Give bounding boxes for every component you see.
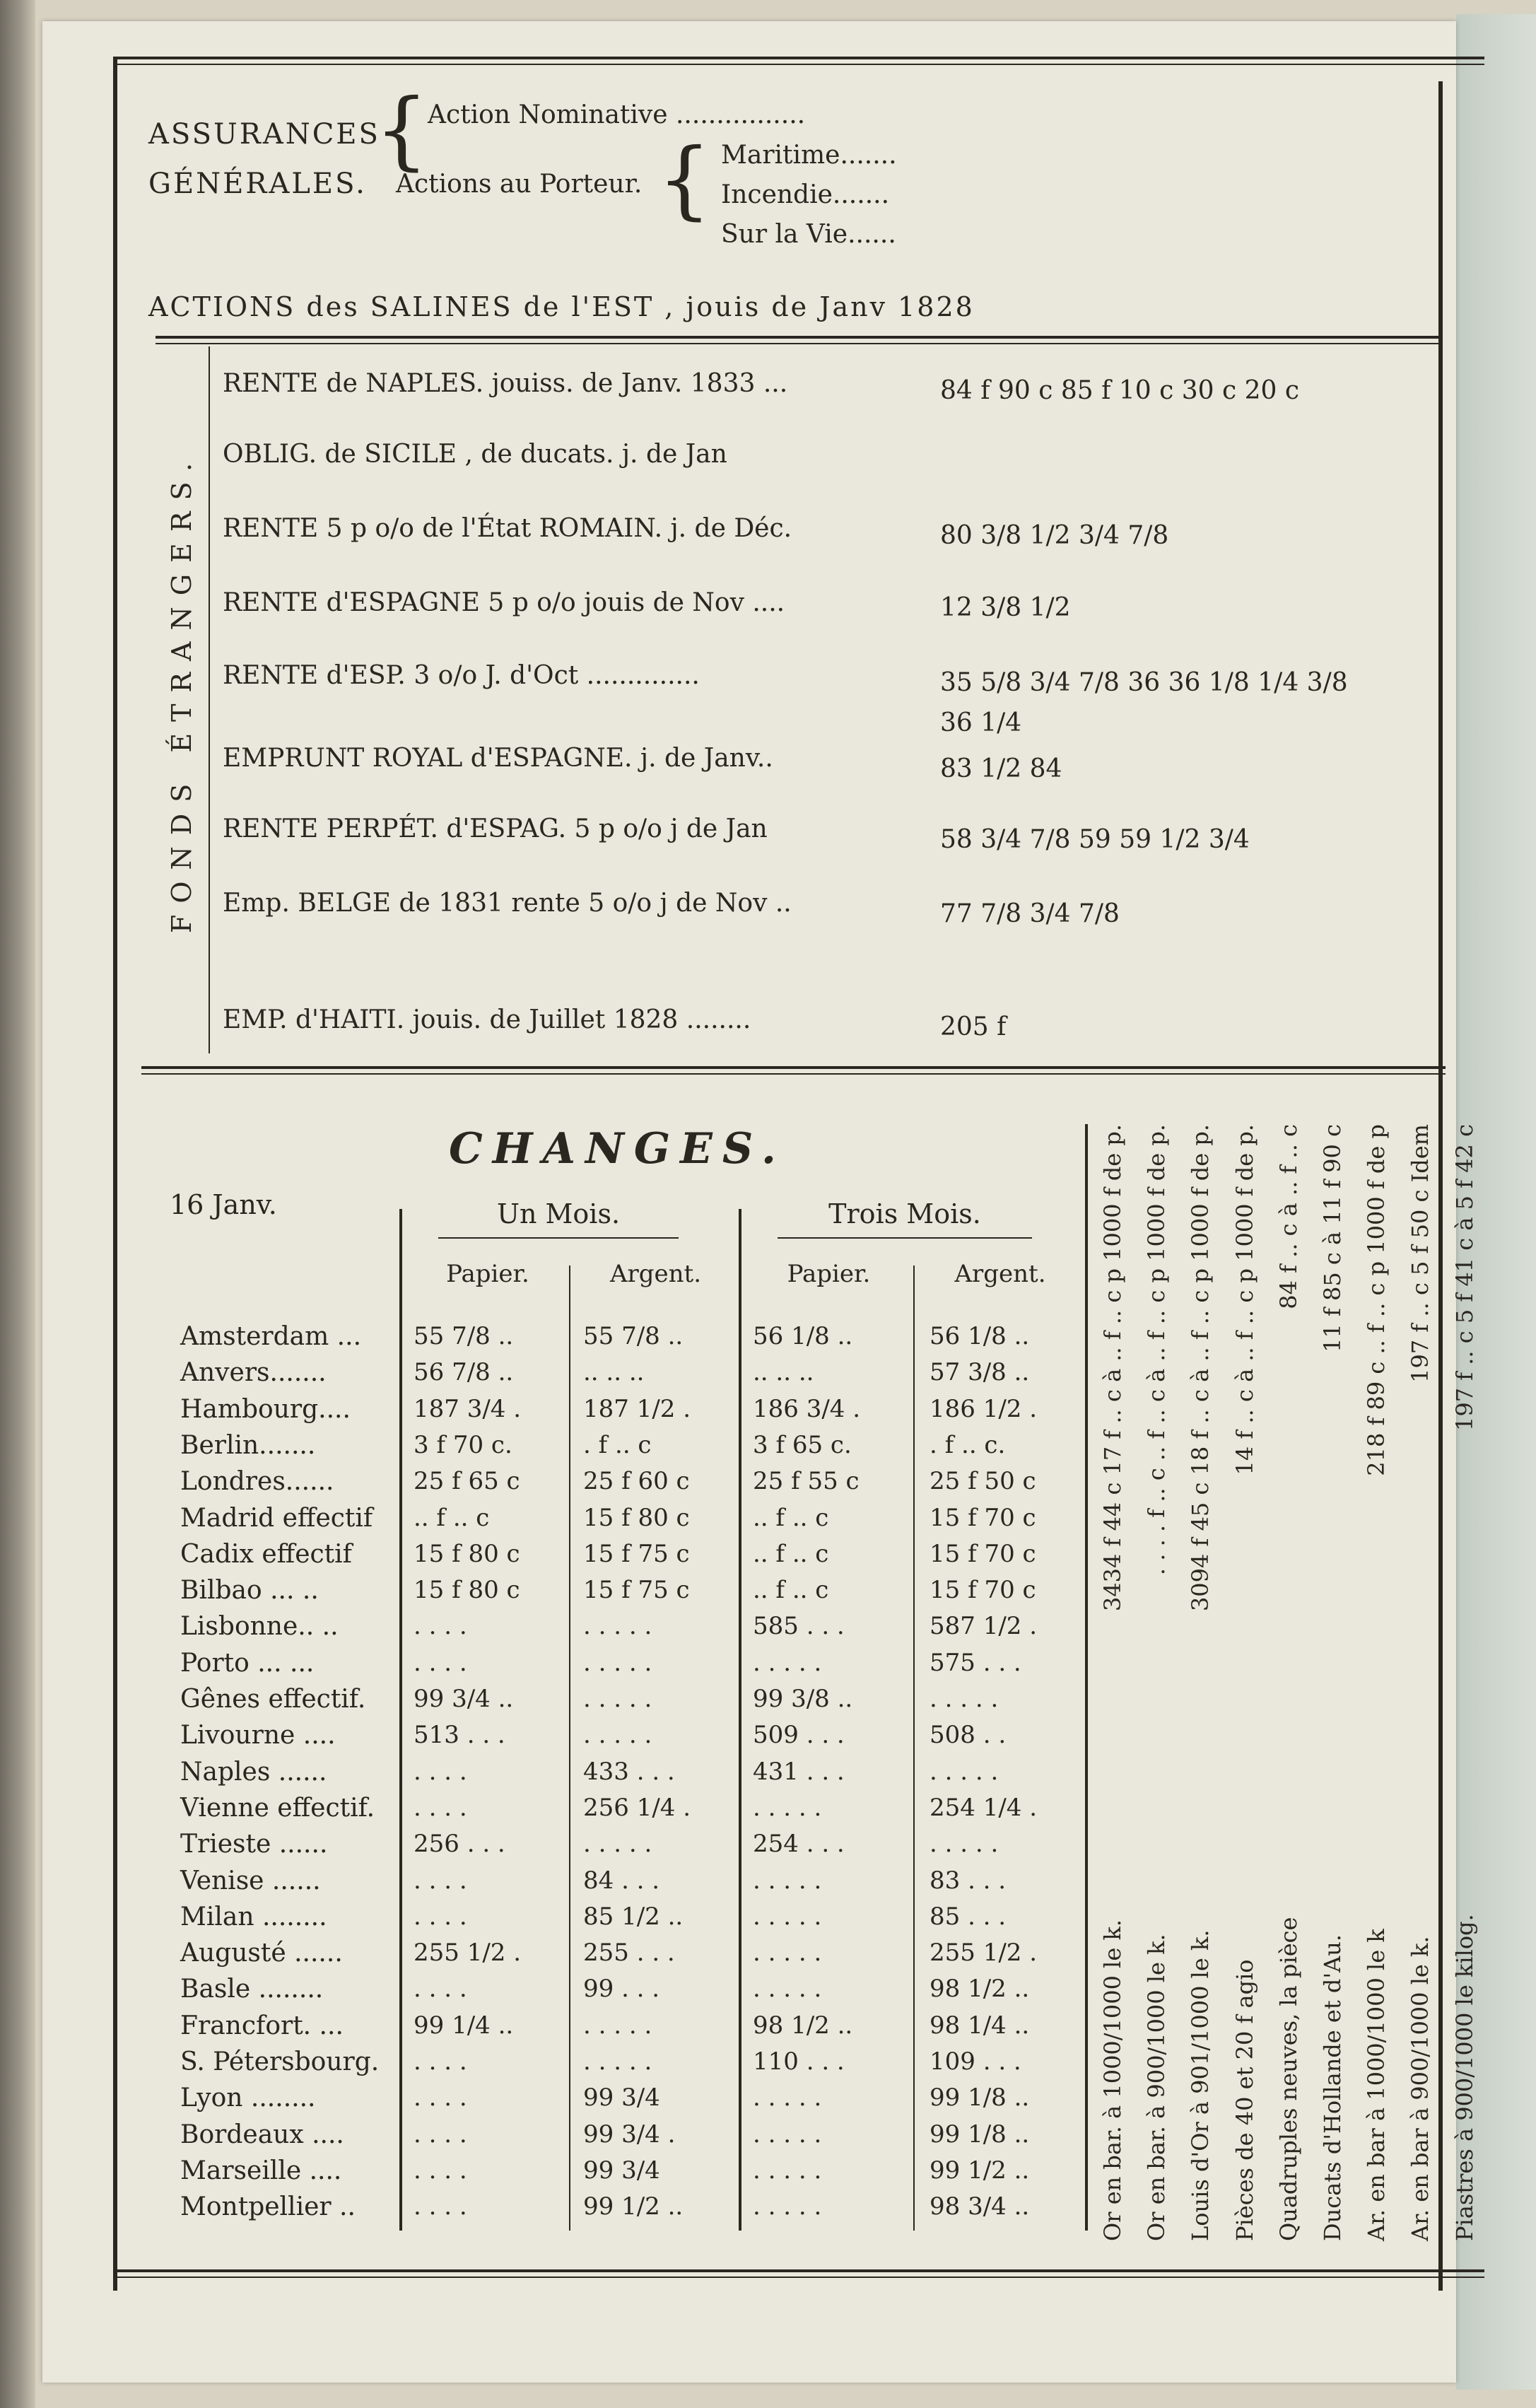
change-row-c3: .. f .. c — [753, 1576, 829, 1604]
metal-row — [1451, 1124, 1478, 2241]
document-page — [42, 21, 1478, 2383]
change-row-city: Porto ... ... — [180, 1649, 315, 1678]
change-row-city: Londres...... — [180, 1467, 334, 1496]
change-row-c2: 99 3/4 . — [583, 2120, 676, 2149]
change-row-city: Bilbao ... .. — [180, 1576, 319, 1605]
change-row-c1: 56 7/8 .. — [414, 1358, 514, 1386]
fonds-row-7-values: 77 7/8 3/4 7/8 — [940, 899, 1120, 928]
fonds-row-6-name: RENTE PERPÉT. d'ESPAG. 5 p o/o j de Jan — [223, 814, 768, 843]
metal-price: 14 f .. c à .. f .. c p 1000 f de p. — [1231, 1124, 1258, 1475]
change-row-city: Marseille .... — [180, 2156, 342, 2185]
metal-item: Or en bar. à 1000/1000 le k. — [1099, 1919, 1126, 2241]
metal-item: Quadruples neuves, la pièce — [1275, 1917, 1302, 2241]
metal-price: 11 f 85 c à 11 f 90 c — [1319, 1124, 1346, 1352]
metal-item: Ducats d'Hollande et d'Au. — [1319, 1934, 1346, 2241]
change-row-c1: . . . . — [414, 1866, 467, 1895]
change-row-c1: 187 3/4 . — [414, 1395, 522, 1423]
changes-date: 16 Janv. — [170, 1189, 277, 1220]
trois-mois-underline — [778, 1237, 1032, 1239]
change-row-c4: 109 . . . — [930, 2047, 1021, 2076]
change-row-c4: 99 1/8 .. — [930, 2120, 1030, 2149]
change-row-c4: 25 f 50 c — [930, 1467, 1036, 1495]
change-row-city: Amsterdam ... — [180, 1322, 362, 1351]
change-row-city: Naples ...... — [180, 1758, 327, 1787]
fonds-row-8-values: 205 f — [940, 1012, 1007, 1041]
metal-row — [1363, 1124, 1390, 2241]
trois-mois-argent-header: Argent. — [954, 1260, 1046, 1288]
change-row-c3: . . . . . — [753, 2192, 822, 2221]
change-row-c3: . . . . . — [753, 1649, 822, 1677]
change-row-c1: . . . . — [414, 2120, 467, 2149]
change-row-c4: 186 1/2 . — [930, 1395, 1038, 1423]
change-row-c4: 255 1/2 . — [930, 1939, 1038, 1967]
change-row-c1: . . . . — [414, 1758, 467, 1786]
change-row-c2: 25 f 60 c — [583, 1467, 690, 1495]
metal-item: Or en bar. à 900/1000 le k. — [1143, 1934, 1170, 2241]
fonds-row-3-name: RENTE d'ESPAGNE 5 p o/o jouis de Nov .... — [223, 588, 785, 617]
change-row-c1: . . . . — [414, 1612, 467, 1640]
fonds-row-4-values2: 36 1/4 — [940, 708, 1022, 737]
change-row-city: Bordeaux .... — [180, 2120, 344, 2149]
metal-row — [1187, 1124, 1214, 2241]
change-row-c2: . . . . . — [583, 2011, 652, 2040]
change-row-c4: 98 1/2 .. — [930, 1975, 1030, 2003]
fonds-row-4-values: 35 5/8 3/4 7/8 36 36 1/8 1/4 3/8 — [940, 668, 1348, 697]
metal-price: 3434 f 44 c 17 f .. c à .. f .. c p 1000 f de p. — [1099, 1124, 1126, 1612]
change-row-city: S. Pétersbourg. — [180, 2047, 380, 2076]
change-row-c3: . . . . . — [753, 2156, 822, 2185]
change-row-c3: 186 3/4 . — [753, 1395, 861, 1423]
change-row-c1: . . . . — [414, 1649, 467, 1677]
fonds-row-2-name: RENTE 5 p o/o de l'État ROMAIN. j. de Déc. — [223, 514, 792, 543]
left-frame-rule — [113, 57, 117, 2291]
un-mois-underline — [438, 1237, 679, 1239]
fonds-row-5-name: EMPRUNT ROYAL d'ESPAGNE. j. de Janv.. — [223, 744, 773, 773]
change-row-c4: . . . . . — [930, 1830, 999, 1858]
change-row-c4: 254 1/4 . — [930, 1794, 1038, 1822]
change-row-c1: 3 f 70 c. — [414, 1431, 512, 1459]
change-row-c2: . . . . . — [583, 1830, 652, 1858]
un-mois-papier-header: Papier. — [446, 1260, 529, 1288]
change-row-c2: . . . . . — [583, 1685, 652, 1713]
change-row-city: Trieste ...... — [180, 1830, 328, 1859]
fonds-row-0-values: 84 f 90 c 85 f 10 c 30 c 20 c — [940, 376, 1300, 405]
generales-label: GÉNÉRALES. — [148, 168, 367, 200]
change-row-c3: 431 . . . — [753, 1758, 845, 1786]
metal-price: 84 f .. c à .. f .. c — [1275, 1124, 1302, 1309]
change-row-c4: 508 . . — [930, 1721, 1007, 1749]
sur-la-vie: Sur la Vie...... — [721, 220, 896, 249]
change-row-c2: . . . . . — [583, 1612, 652, 1640]
metal-price: 3094 f 45 c 18 f .. c à .. f .. c p 1000 f de p. — [1187, 1124, 1214, 1612]
fonds-top-rule — [156, 336, 1442, 344]
change-row-c2: 187 1/2 . — [583, 1395, 691, 1423]
un-mois-header: Un Mois. — [496, 1198, 621, 1229]
change-row-city: Lyon ........ — [180, 2083, 316, 2112]
change-row-c3: . . . . . — [753, 1866, 822, 1895]
metal-row — [1099, 1124, 1126, 2241]
metal-row — [1231, 1124, 1258, 2241]
fonds-row-4-name: RENTE d'ESP. 3 o/o J. d'Oct .............. — [223, 661, 700, 690]
trois-mois-papier-header: Papier. — [787, 1260, 871, 1288]
change-row-c2: .. .. .. — [583, 1358, 645, 1386]
change-row-c2: 255 . . . — [583, 1939, 675, 1967]
change-row-c1: 15 f 80 c — [414, 1540, 520, 1568]
change-row-c3: . . . . . — [753, 1903, 822, 1931]
metal-price: . . . . f .. c .. f .. c à .. f .. c p 1000 f de p. — [1143, 1124, 1170, 1576]
change-row-city: Montpellier .. — [180, 2192, 356, 2221]
change-row-c1: . . . . — [414, 2047, 467, 2076]
change-row-c3: . . . . . — [753, 2083, 822, 2112]
bottom-rule — [113, 2269, 1484, 2278]
change-row-c3: 585 . . . — [753, 1612, 845, 1640]
change-row-c4: 99 1/8 .. — [930, 2083, 1030, 2112]
change-row-c1: . . . . — [414, 2083, 467, 2112]
change-row-c1: 256 . . . — [414, 1830, 505, 1858]
change-row-c2: . . . . . — [583, 2047, 652, 2076]
metal-item: Louis d'Or à 901/1000 le k. — [1187, 1929, 1214, 2241]
change-row-c4: 587 1/2 . — [930, 1612, 1038, 1640]
change-row-c4: 83 . . . — [930, 1866, 1007, 1895]
change-row-c4: . . . . . — [930, 1758, 999, 1786]
change-row-city: Anvers....... — [180, 1358, 327, 1387]
fonds-row-2-values: 80 3/8 1/2 3/4 7/8 — [940, 521, 1169, 550]
fonds-row-0-name: RENTE de NAPLES. jouiss. de Janv. 1833 ... — [223, 369, 788, 398]
col-rule-1 — [399, 1209, 402, 2231]
change-row-c4: 98 3/4 .. — [930, 2192, 1030, 2221]
change-row-c1: 55 7/8 .. — [414, 1322, 514, 1350]
brace-left: { — [375, 81, 429, 180]
change-row-c2: 99 3/4 — [583, 2083, 660, 2112]
change-row-c1: .. f .. c — [414, 1504, 490, 1532]
fonds-row-6-values: 58 3/4 7/8 59 59 1/2 3/4 — [940, 825, 1250, 854]
change-row-c3: . . . . . — [753, 2120, 822, 2149]
salines-row: ACTIONS des SALINES de l'EST , jouis de Janv 1828 — [148, 291, 975, 322]
change-row-c2: 84 . . . — [583, 1866, 660, 1895]
metal-row — [1143, 1124, 1170, 2241]
metal-row — [1275, 1124, 1302, 2241]
assurances-label: ASSURANCES — [148, 118, 380, 151]
change-row-c3: .. f .. c — [753, 1540, 829, 1568]
change-row-c2: 15 f 80 c — [583, 1504, 690, 1532]
change-row-c2: 99 . . . — [583, 1975, 660, 2003]
change-row-c2: . . . . . — [583, 1649, 652, 1677]
fonds-row-1-name: OBLIG. de SICILE , de ducats. j. de Jan — [223, 440, 727, 469]
change-row-c3: .. f .. c — [753, 1504, 829, 1532]
un-mois-argent-header: Argent. — [609, 1260, 702, 1288]
change-row-c1: 99 1/4 .. — [414, 2011, 514, 2040]
change-row-c3: 25 f 55 c — [753, 1467, 860, 1495]
metal-item: Ar. en bar à 1000/1000 le k — [1363, 1929, 1390, 2241]
change-row-c3: 99 3/8 .. — [753, 1685, 853, 1713]
change-row-c2: 99 1/2 .. — [583, 2192, 684, 2221]
change-row-c1: . . . . — [414, 1975, 467, 2003]
change-row-city: Hambourg.... — [180, 1395, 351, 1424]
change-row-c3: 110 . . . — [753, 2047, 845, 2076]
change-row-c2: 15 f 75 c — [583, 1576, 690, 1604]
change-row-c2: 99 3/4 — [583, 2156, 660, 2185]
metal-price: 197 f .. c 5 f 41 c à 5 f 42 c — [1451, 1124, 1478, 1432]
book-spine-edge — [0, 0, 35, 2408]
change-row-c3: 98 1/2 .. — [753, 2011, 853, 2040]
change-row-c2: 433 . . . — [583, 1758, 675, 1786]
change-row-c3: . . . . . — [753, 1794, 822, 1822]
change-row-c4: 15 f 70 c — [930, 1504, 1036, 1532]
change-row-c4: 15 f 70 c — [930, 1576, 1036, 1604]
metal-item: Ar. en bar à 900/1000 le k. — [1407, 1936, 1434, 2241]
change-row-city: Augusté ...... — [180, 1939, 343, 1968]
change-row-c3: .. .. .. — [753, 1358, 814, 1386]
change-row-c3: 56 1/8 .. — [753, 1322, 853, 1350]
fonds-row-8-name: EMP. d'HAITI. jouis. de Juillet 1828 ........ — [223, 1005, 751, 1034]
change-row-c2: 85 1/2 .. — [583, 1903, 684, 1931]
change-row-c4: 57 3/8 .. — [930, 1358, 1030, 1386]
top-rule — [113, 57, 1484, 65]
change-row-city: Lisbonne.. .. — [180, 1612, 339, 1641]
change-row-c1: . . . . — [414, 1903, 467, 1931]
change-row-c4: 98 1/4 .. — [930, 2011, 1030, 2040]
change-row-c2: . . . . . — [583, 1721, 652, 1749]
change-row-c4: . f .. c. — [930, 1431, 1006, 1459]
fonds-side-rule — [209, 346, 210, 1053]
changes-title: CHANGES. — [449, 1124, 786, 1174]
metals-vertical-block — [1089, 1124, 1484, 2241]
change-row-c1: 255 1/2 . — [414, 1939, 522, 1967]
change-row-c4: 56 1/8 .. — [930, 1322, 1030, 1350]
actions-porteur: Actions au Porteur. — [396, 170, 643, 199]
incendie: Incendie....... — [721, 180, 890, 209]
maritime: Maritime....... — [721, 141, 897, 170]
change-row-c3: 3 f 65 c. — [753, 1431, 852, 1459]
col-rule-2 — [569, 1266, 570, 2231]
change-row-c4: . . . . . — [930, 1685, 999, 1713]
metal-row — [1407, 1124, 1434, 2241]
action-nominative: Action Nominative ................ — [428, 100, 806, 129]
change-row-c4: 85 . . . — [930, 1903, 1007, 1931]
change-row-c1: . . . . — [414, 2156, 467, 2185]
change-row-c1: 15 f 80 c — [414, 1576, 520, 1604]
change-row-c4: 575 . . . — [930, 1649, 1021, 1677]
change-row-c1: . . . . — [414, 1794, 467, 1822]
change-row-city: Berlin....... — [180, 1431, 316, 1460]
change-row-city: Milan ........ — [180, 1903, 327, 1931]
col-rule-5 — [1085, 1124, 1088, 2231]
metal-item: Pièces de 40 et 20 f agio — [1231, 1959, 1258, 2241]
change-row-c3: . . . . . — [753, 1939, 822, 1967]
change-row-c4: 15 f 70 c — [930, 1540, 1036, 1568]
change-row-c3: 509 . . . — [753, 1721, 845, 1749]
change-row-city: Livourne .... — [180, 1721, 336, 1750]
change-row-city: Venise ...... — [180, 1866, 321, 1895]
change-row-c1: 513 . . . — [414, 1721, 505, 1749]
change-row-c2: 256 1/4 . — [583, 1794, 691, 1822]
metal-price: 218 f 89 c .. f .. c p 1000 f de p — [1363, 1124, 1390, 1476]
change-row-c2: 55 7/8 .. — [583, 1322, 684, 1350]
change-row-c3: 254 . . . — [753, 1830, 845, 1858]
change-row-c2: 15 f 75 c — [583, 1540, 690, 1568]
fonds-row-7-name: Emp. BELGE de 1831 rente 5 o/o j de Nov .. — [223, 889, 792, 918]
change-row-city: Basle ........ — [180, 1975, 324, 2004]
brace-right: { — [657, 131, 712, 229]
change-row-c2: . f .. c — [583, 1431, 652, 1459]
fonds-row-5-values: 83 1/2 84 — [940, 754, 1062, 783]
col-rule-3 — [739, 1209, 741, 2231]
change-row-city: Cadix effectif — [180, 1540, 352, 1569]
fonds-etrangers-label: FONDS ÉTRANGERS. — [166, 451, 197, 933]
metal-row — [1319, 1124, 1346, 2241]
change-row-city: Gênes effectif. — [180, 1685, 366, 1714]
metal-item: Piastres à 900/1000 le kilog. — [1451, 1914, 1478, 2241]
trois-mois-header: Trois Mois. — [828, 1198, 981, 1229]
change-row-c4: 99 1/2 .. — [930, 2156, 1030, 2185]
change-row-c3: . . . . . — [753, 1975, 822, 2003]
change-row-city: Vienne effectif. — [180, 1794, 375, 1823]
metal-price: 197 f .. c 5 f 50 c Idem — [1407, 1124, 1434, 1383]
change-row-c1: 25 f 65 c — [414, 1467, 520, 1495]
fonds-row-3-values: 12 3/8 1/2 — [940, 593, 1071, 622]
col-rule-4 — [913, 1266, 915, 2231]
change-row-city: Madrid effectif — [180, 1504, 373, 1533]
changes-top-rule — [141, 1066, 1446, 1075]
change-row-c1: . . . . — [414, 2192, 467, 2221]
change-row-c1: 99 3/4 .. — [414, 1685, 514, 1713]
change-row-city: Francfort. ... — [180, 2011, 344, 2040]
